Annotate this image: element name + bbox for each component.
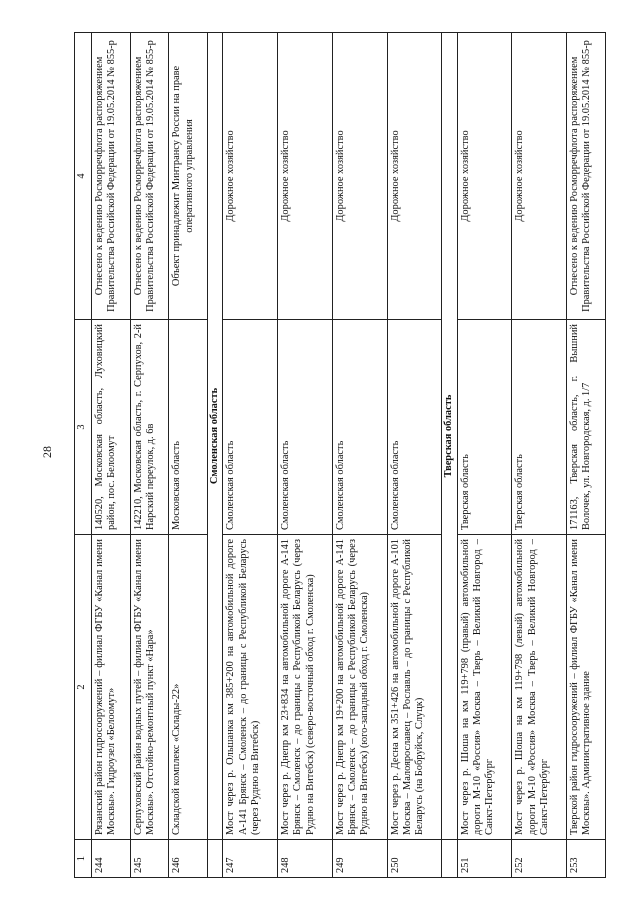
objects-table [74, 32, 606, 878]
object-note: Отнесено к ведению Росморречфлота распоряжением Правительства Российской Федерации от 19.05.2014 № 855-р [567, 33, 606, 320]
object-name: Мост через р. Днепр км 23+834 на автомобильной дороге А-141 Брянск – Смоленск – до границы с Республикой Беларусь (через Рудню на Витебск) (северо-восточный обход г. Смоленска) [278, 535, 333, 840]
object-name: Тверской район гидросооружений – филиал ФГБУ «Канал имени Москвы». Административное здание [567, 535, 606, 840]
rotated-page [74, 33, 606, 878]
object-note: Дорожное хозяйство [387, 33, 442, 320]
table-row [512, 33, 567, 878]
table-row [169, 33, 208, 878]
object-name: Рязанский район гидросооружений – филиал ФГБУ «Канал имени Москвы». Гидроузел «Белоомут» [92, 535, 131, 840]
section-spacer [208, 840, 223, 878]
object-note: Отнесено к ведению Росморречфлота распоряжением Правительства Российской Федерации от 19.05.2014 № 855-р [130, 33, 169, 320]
column-header: 2 [75, 535, 92, 840]
page-number: 28 [40, 446, 54, 458]
object-address: Смоленская область [223, 320, 278, 535]
object-name: Мост через р. Шоша на км 119+798 (левый) автомобильной дороги М-10 «Россия» Москва – Тверь – Великий Новгород – Санкт-Петербург [512, 535, 567, 840]
table-row [387, 33, 442, 878]
object-note: Объект принадлежит Минтрансу России на праве оперативного управления [169, 33, 208, 320]
table-row [332, 33, 387, 878]
table-row [278, 33, 333, 878]
object-address: Московская область [169, 320, 208, 535]
object-name: Серпуховский район водных путей – филиал ФГБУ «Канал имени Москвы». Отстойно-ремонтный пункт «Нара» [130, 535, 169, 840]
object-note: Дорожное хозяйство [512, 33, 567, 320]
object-note: Отнесено к ведению Росморречфлота распоряжением Правительства Российской Федерации от 19.05.2014 № 855-р [92, 33, 131, 320]
object-note: Дорожное хозяйство [278, 33, 333, 320]
row-number: 245 [130, 840, 169, 878]
table-row [567, 33, 606, 878]
object-name: Мост через р. Десна км 351+426 на автомобильной дороге А-101 Москва – Малоярославец – Рославль – до границы с Республикой Беларусь (на Бобруйск, Слуцк) [387, 535, 442, 840]
header-row [75, 33, 92, 878]
object-note: Дорожное хозяйство [457, 33, 512, 320]
object-note: Дорожное хозяйство [332, 33, 387, 320]
object-name: Мост через р. Днепр км 19+200 на автомобильной дороге А-141 Брянск – Смоленск – до границы с Республикой Беларусь (через Рудню на Витебск) (юго-западный обход г. Смоленска) [332, 535, 387, 840]
section-spacer [442, 840, 457, 878]
section-row [208, 33, 223, 878]
section-title: Смоленская область [208, 33, 223, 840]
object-note: Дорожное хозяйство [223, 33, 278, 320]
row-number: 253 [567, 840, 606, 878]
row-number: 247 [223, 840, 278, 878]
section-row [442, 33, 457, 878]
object-address: Тверская область [457, 320, 512, 535]
column-header: 4 [75, 33, 92, 320]
object-address: Смоленская область [278, 320, 333, 535]
column-header: 1 [75, 840, 92, 878]
column-header: 3 [75, 320, 92, 535]
object-name: Мост через р. Шоша на км 119+798 (правый) автомобильной дороги М-10 «Россия» Москва – Тверь – Великий Новгород – Санкт-Петербург [457, 535, 512, 840]
row-number: 248 [278, 840, 333, 878]
table-row [457, 33, 512, 878]
object-address: Тверская область [512, 320, 567, 535]
row-number: 251 [457, 840, 512, 878]
row-number: 249 [332, 840, 387, 878]
object-name: Складской комплекс «Склады-22» [169, 535, 208, 840]
row-number: 244 [92, 840, 131, 878]
object-name: Мост через р. Ольшанка км 385+200 на автомобильной дороге А-141 Брянск – Смоленск – до границы с Республикой Беларусь (через Рудню на Витебск) [223, 535, 278, 840]
object-address: 140520, Московская область, Луховицкий район, пос. Белоомут [92, 320, 131, 535]
table-row [130, 33, 169, 878]
row-number: 246 [169, 840, 208, 878]
row-number: 250 [387, 840, 442, 878]
object-address: Смоленская область [387, 320, 442, 535]
section-title: Тверская область [442, 33, 457, 840]
table-row [92, 33, 131, 878]
object-address: 171163, Тверская область, г. Вышний Волочек, ул. Новгородская, д. 1/7 [567, 320, 606, 535]
row-number: 252 [512, 840, 567, 878]
object-address: Смоленская область [332, 320, 387, 535]
table-row [223, 33, 278, 878]
object-address: 142210, Московская область, г. Серпухов, 2-й Нарский переулок, д. 6в [130, 320, 169, 535]
